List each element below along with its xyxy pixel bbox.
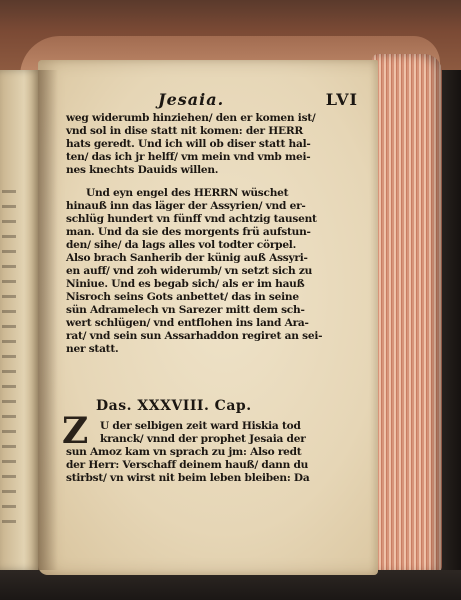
text-line: ner statt. bbox=[66, 343, 119, 355]
decorated-initial: Z bbox=[62, 410, 89, 452]
text-line: den/ sihe/ da lags alles vol todter cörpel. bbox=[66, 239, 297, 251]
text-line: sün Adramelech vn Sarezer mitt dem sch- bbox=[66, 304, 305, 316]
text-line: Nisroch seins Gots anbettet/ das in seine bbox=[66, 291, 299, 303]
facing-page-text-fragments bbox=[2, 190, 16, 530]
text-line: der Herr: Verschaff deinem hauß/ dann du bbox=[66, 459, 309, 471]
running-title: Jesaia. bbox=[158, 90, 225, 109]
text-line: nes knechts Dauids willen. bbox=[66, 164, 219, 176]
text-line: hinauß inn das läger der Assyrien/ vnd er- bbox=[66, 200, 306, 212]
folio-number: LVI bbox=[325, 90, 358, 109]
page-fore-edge bbox=[372, 54, 442, 574]
text-line: weg widerumb hinziehen/ den er komen ist/ bbox=[66, 112, 316, 124]
page-gutter-shadow bbox=[38, 70, 58, 570]
text-line: schlüg hundert vn fünff vnd achtzig tausent bbox=[66, 213, 317, 225]
text-line: man. Und da sie des morgents frü aufstun- bbox=[66, 226, 311, 238]
facing-page-left bbox=[0, 70, 40, 570]
text-line: hats geredt. Und ich will ob diser statt hal- bbox=[66, 138, 311, 150]
text-line: en auff/ vnd zoh widerumb/ vn setzt sich zu bbox=[66, 265, 313, 277]
text-line: vnd sol in dise statt nit komen: der HERR bbox=[66, 125, 303, 137]
text-line: sun Amoz kam vn sprach zu jm: Also redt bbox=[66, 446, 302, 458]
text-line: kranck/ vnnd der prophet Jesaia der bbox=[100, 433, 306, 445]
text-line: U der selbigen zeit ward Hiskia tod bbox=[100, 420, 301, 432]
text-line: stirbst/ vn wirst nit beim leben bleiben: Da bbox=[66, 472, 310, 484]
chapter-heading: Das. XXXVIII. Cap. bbox=[96, 398, 252, 414]
text-line: Niniue. Und es begab sich/ als er im hauß bbox=[66, 278, 305, 290]
text-line: Und eyn engel des HERRN wüschet bbox=[86, 187, 289, 199]
text-line: Also brach Sanherib der künig auß Assyri- bbox=[66, 252, 308, 264]
running-head bbox=[66, 90, 362, 110]
text-line: rat/ vnd sein sun Assarhaddon regiret an sei- bbox=[66, 330, 323, 342]
text-line: wert schlügen/ vnd entflohen ins land Ara- bbox=[66, 317, 309, 329]
text-line: ten/ das ich jr helff/ vm mein vnd vmb mei- bbox=[66, 151, 311, 163]
